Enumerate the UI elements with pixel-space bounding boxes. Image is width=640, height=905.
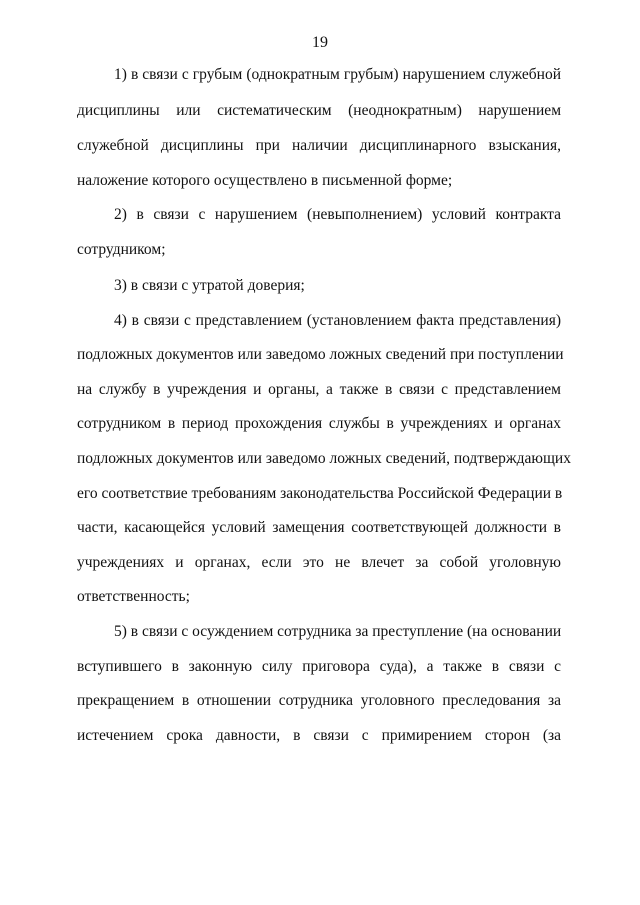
paragraph-2-line-2: сотрудником;	[77, 241, 166, 258]
paragraph-4-line-1: 4) в связи с представлением (установлением факта представления)	[114, 312, 561, 329]
paragraph-4-line-2: подложных документов или заведомо ложных сведений при поступлении	[77, 346, 564, 363]
paragraph-5-line-1: 5) в связи с осуждением сотрудника за преступление (на основании	[114, 623, 562, 640]
paragraph-4-line-7: части, касающейся условий замещения соответствующей должности в	[77, 519, 561, 536]
paragraph-4-line-9: ответственность;	[77, 588, 190, 605]
paragraph-1-line-4: наложение которого осуществлено в письменной форме;	[77, 172, 453, 189]
paragraph-4-line-4: сотрудником в период прохождения службы в учреждениях и органах	[77, 415, 561, 432]
paragraph-2-line-1: 2) в связи с нарушением (невыполнением) условий контракта	[114, 206, 561, 223]
paragraph-5-line-3: прекращением в отношении сотрудника уголовного преследования за	[77, 692, 561, 709]
paragraph-1-line-3: служебной дисциплины при наличии дисциплинарного взыскания,	[77, 137, 561, 154]
page-number: 19	[312, 34, 328, 51]
paragraph-4-line-8: учреждениях и органах, если это не влечет за собой уголовную	[77, 554, 561, 571]
paragraph-4-line-3: на службу в учреждения и органы, а также в связи с представлением	[77, 381, 561, 398]
paragraph-5-line-4: истечением срока давности, в связи с примирением сторон (за	[77, 727, 561, 744]
paragraph-5-line-2: вступившего в законную силу приговора суда), а также в связи с	[77, 658, 561, 675]
paragraph-4-line-5: подложных документов или заведомо ложных сведений, подтверждающих	[77, 450, 571, 467]
paragraph-1-line-2: дисциплины или систематическим (неоднократным) нарушением	[77, 102, 561, 119]
paragraph-4-line-6: его соответствие требованиям законодательства Российской Федерации в	[77, 485, 563, 502]
paragraph-3-line-1: 3) в связи с утратой доверия;	[114, 277, 305, 294]
paragraph-1-line-1: 1) в связи с грубым (однократным грубым) нарушением служебной	[114, 66, 561, 83]
